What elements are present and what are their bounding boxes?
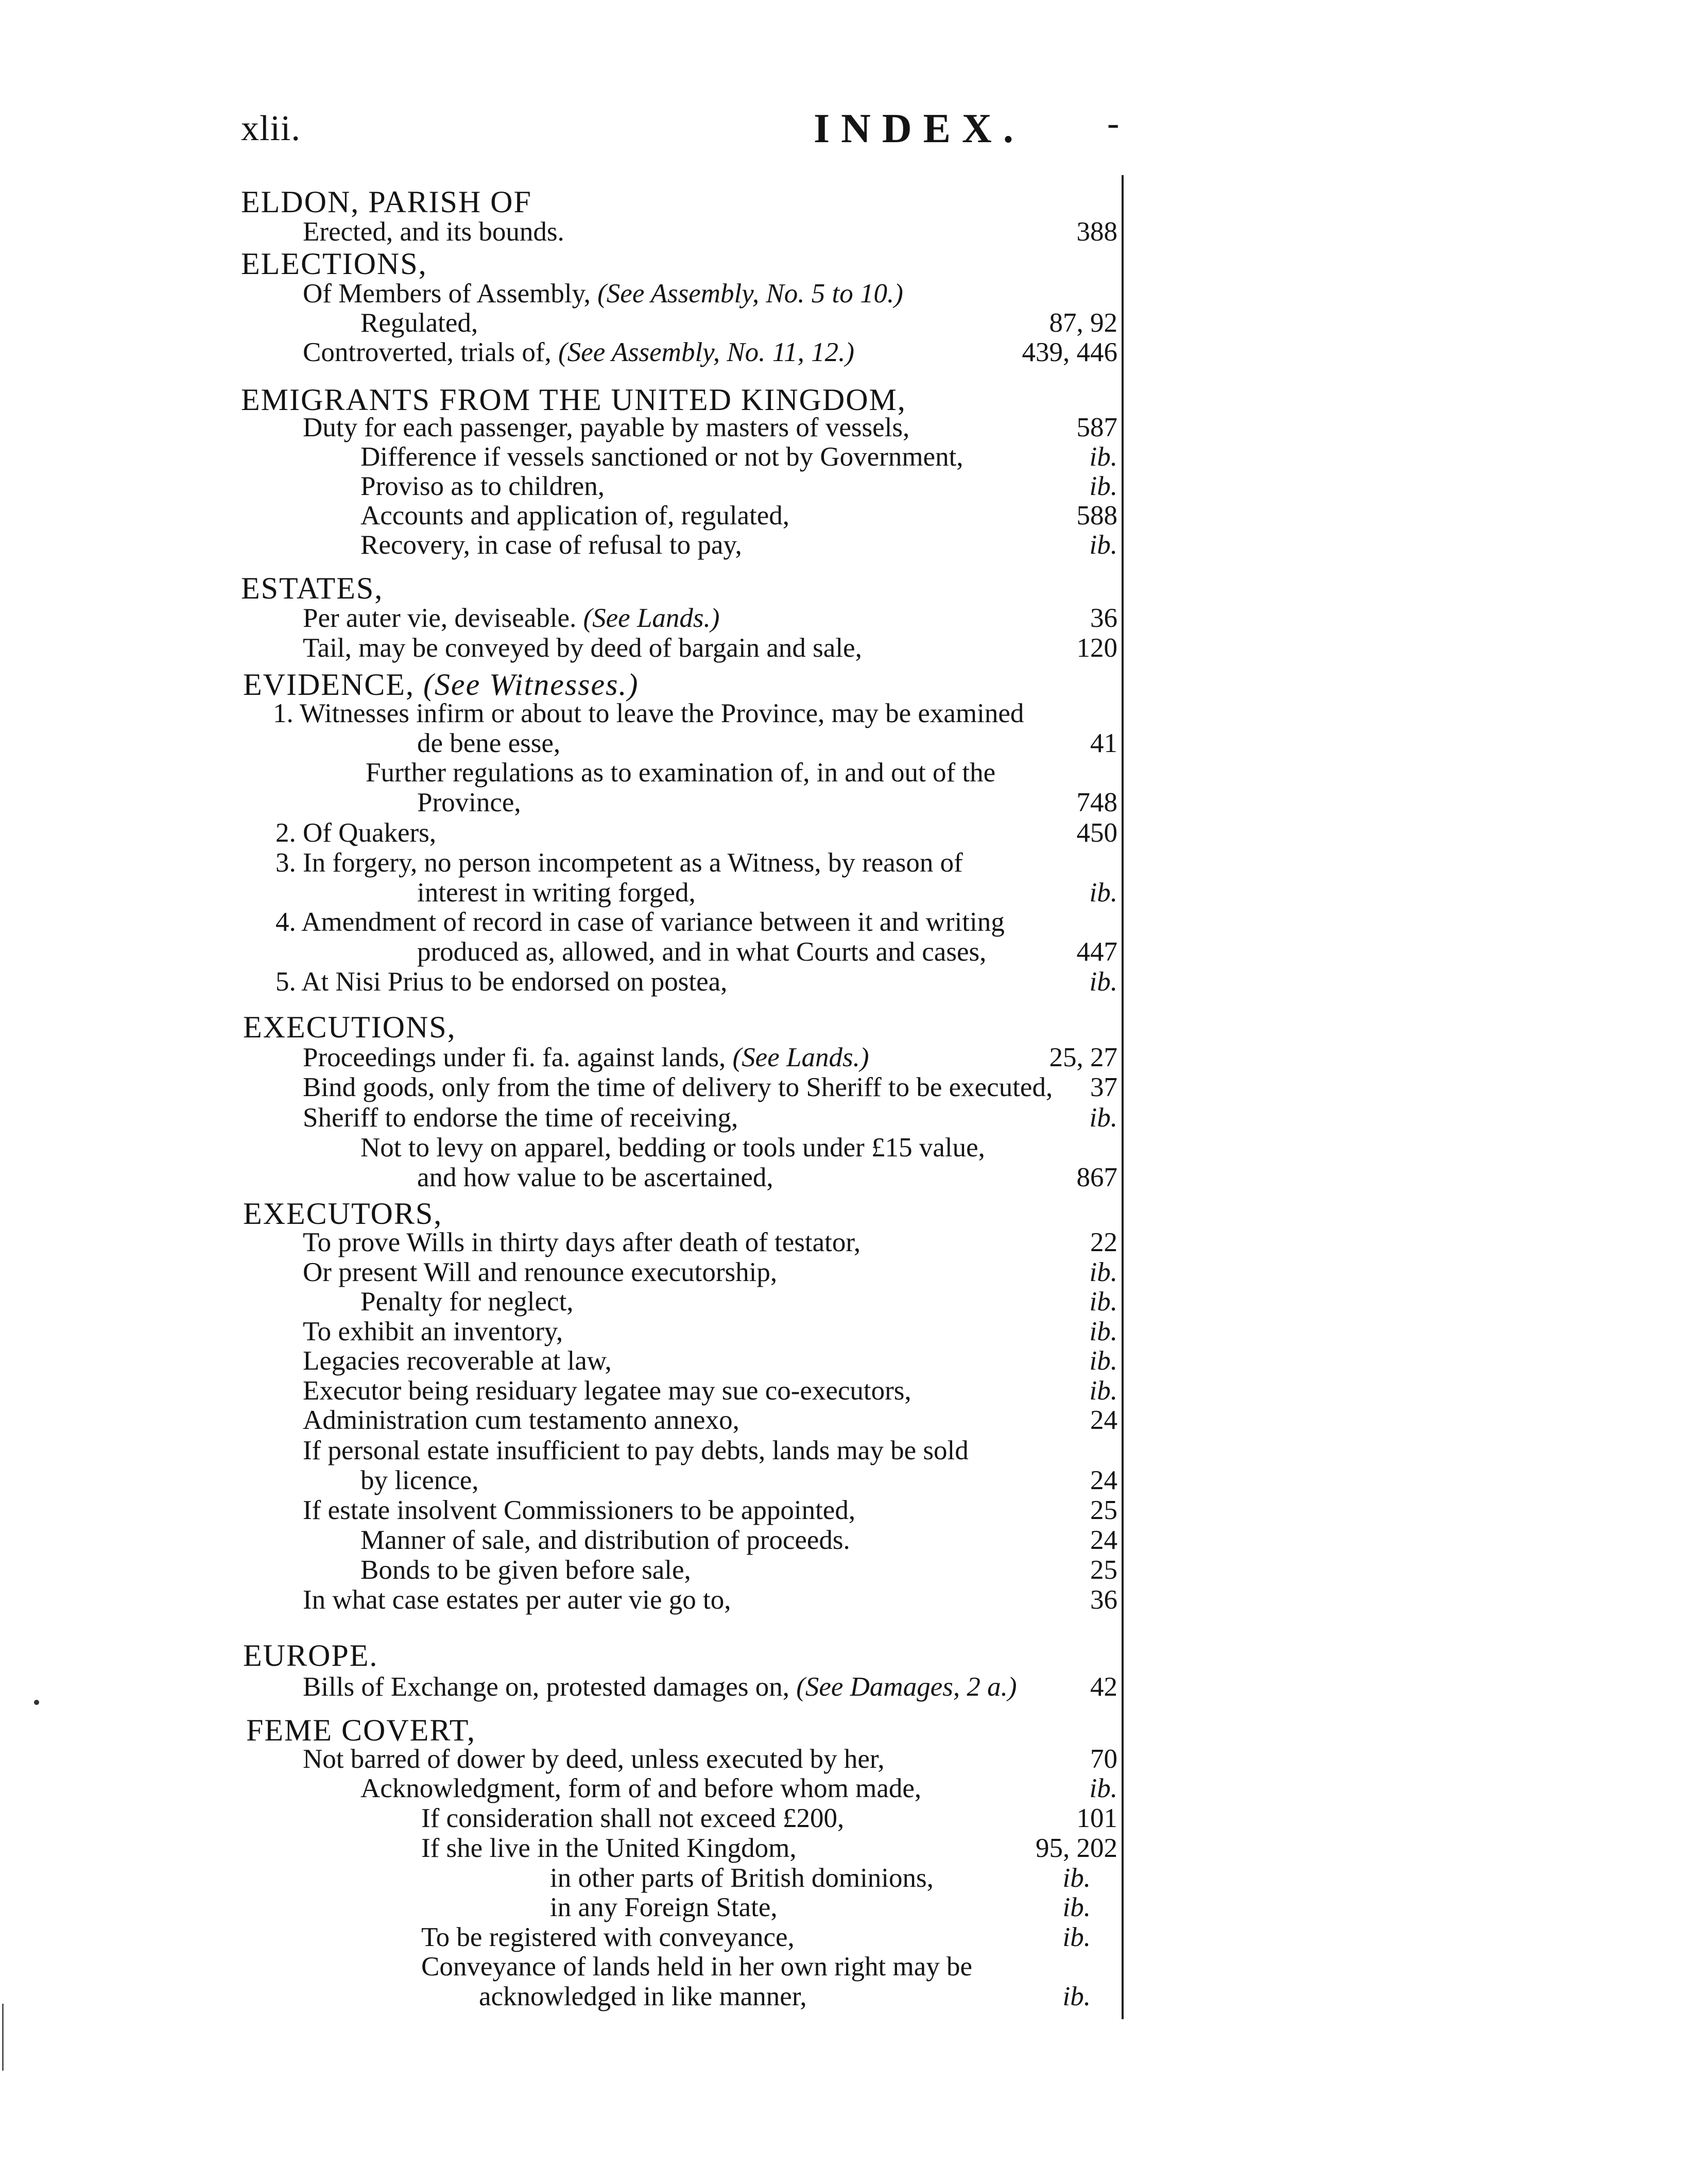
index-entry — [360, 1525, 850, 1556]
entry-text: 4. Amendment of record in case of variance between it and writing — [276, 907, 1005, 937]
page-reference: ib. — [1089, 1346, 1117, 1376]
index-entry — [421, 1803, 844, 1834]
page-reference: 24 — [1090, 1405, 1117, 1435]
page-reference: ib. — [1062, 1922, 1091, 1952]
page-reference: 25, 27 — [1049, 1043, 1117, 1072]
index-entry — [550, 1892, 778, 1923]
page-reference: 101 — [1076, 1803, 1117, 1833]
entry-text: Province, — [417, 788, 521, 817]
entry-text: Regulated, — [360, 308, 478, 338]
page-reference: 42 — [1090, 1672, 1117, 1702]
index-entry — [303, 1345, 612, 1376]
page-reference: ib. — [1089, 1773, 1117, 1803]
index-entry — [276, 847, 963, 878]
page-reference: ib. — [1062, 1892, 1091, 1922]
index-heading-evidence — [243, 667, 639, 703]
page-reference: 24 — [1090, 1525, 1117, 1555]
entry-text: To prove Wills in thirty days after death of testator, — [303, 1227, 861, 1257]
index-heading-elections — [241, 246, 427, 282]
entry-text: Sheriff to endorse the time of receiving, — [303, 1103, 738, 1133]
entry-text: Administration cum testamento annexo, — [303, 1405, 739, 1435]
index-entry — [360, 441, 963, 472]
index-heading-executors — [243, 1196, 442, 1232]
entry-text: Penalty for neglect, — [360, 1287, 574, 1317]
index-entry — [417, 936, 986, 967]
running-title: INDEX. — [814, 106, 1025, 151]
heading-text: ELDON, PARISH OF — [241, 185, 532, 219]
entry-text: in other parts of British dominions, — [550, 1863, 934, 1893]
page-reference: ib. — [1089, 471, 1117, 501]
entry-text: To exhibit an inventory, — [303, 1317, 563, 1346]
index-heading-europe — [243, 1638, 378, 1674]
index-entry — [276, 907, 1005, 937]
entry-text: 5. At Nisi Prius to be endorsed on postea, — [276, 967, 728, 997]
entry-text: If she live in the United Kingdom, — [421, 1833, 797, 1863]
entry-text: Executor being residuary legatee may sue co-executors, — [303, 1376, 911, 1406]
index-entry — [273, 698, 1024, 729]
heading-text: EUROPE. — [243, 1639, 378, 1673]
page-reference: 25 — [1090, 1495, 1117, 1525]
page-reference: 587 — [1076, 413, 1117, 442]
index-heading-estates — [241, 571, 383, 606]
page-reference: 388 — [1076, 217, 1117, 247]
index-entry — [360, 500, 789, 531]
index-entry — [417, 877, 696, 908]
page-reference: ib. — [1089, 1317, 1117, 1346]
entry-text: Bills of Exchange on, protested damages on, — [303, 1672, 789, 1702]
entry-text: Bind goods, only from the time of delivery to Sheriff to be executed, — [303, 1072, 1053, 1102]
index-entry — [303, 1257, 777, 1288]
cross-reference: (See Lands.) — [732, 1043, 869, 1072]
entry-text: Bonds to be given before sale, — [360, 1555, 691, 1585]
entry-text: Accounts and application of, regulated, — [360, 501, 789, 531]
index-heading-feme-covert — [246, 1713, 476, 1748]
index-entry — [303, 278, 903, 309]
page-reference: 120 — [1076, 633, 1117, 663]
entry-text: Manner of sale, and distribution of proceeds. — [360, 1525, 850, 1555]
heading-text: FEME COVERT, — [246, 1713, 476, 1747]
page-reference: 37 — [1090, 1072, 1117, 1102]
index-entry — [417, 787, 521, 818]
page-folio: xlii. — [241, 109, 301, 148]
index-heading-executions — [243, 1010, 456, 1045]
index-entry — [360, 1286, 574, 1317]
entry-text: Acknowledgment, form of and before whom made, — [360, 1773, 922, 1803]
page-reference: 447 — [1076, 937, 1117, 967]
page-reference: 70 — [1090, 1744, 1117, 1774]
index-entry — [360, 530, 742, 560]
index-entry — [303, 1072, 1053, 1103]
page-reference: 439, 446 — [1022, 337, 1117, 367]
page-header — [0, 0, 1687, 175]
index-entry — [303, 1744, 885, 1774]
index-entry — [303, 1316, 563, 1347]
page-reference: ib. — [1089, 530, 1117, 560]
heading-cross-reference: (See Witnesses.) — [423, 668, 639, 702]
index-entry — [360, 1773, 921, 1804]
entry-text: Proceedings under fi. fa. against lands, — [303, 1043, 726, 1072]
page-reference: 450 — [1076, 818, 1117, 848]
entry-text: Per auter vie, deviseable. — [303, 603, 577, 633]
entry-text: interest in writing forged, — [417, 878, 696, 908]
entry-text: Erected, and its bounds. — [303, 217, 564, 247]
index-entry — [360, 471, 605, 502]
entry-text: in any Foreign State, — [550, 1892, 778, 1922]
entry-text: Difference if vessels sanctioned or not by Government, — [360, 442, 963, 472]
cross-reference: (See Assembly, No. 5 to 10.) — [597, 279, 903, 309]
entry-text: Further regulations as to examination of, in and out of the — [366, 758, 996, 788]
index-entry — [303, 1671, 1017, 1702]
entry-text: by licence, — [360, 1465, 479, 1495]
entry-text: To be registered with conveyance, — [421, 1922, 795, 1952]
index-entry — [303, 1227, 860, 1258]
page-reference: ib. — [1062, 1982, 1091, 2011]
index-entry — [303, 1375, 911, 1406]
index-entry — [303, 633, 862, 663]
index-entry — [303, 603, 719, 634]
entry-text: Recovery, in case of refusal to pay, — [360, 530, 742, 560]
page-reference: 24 — [1090, 1465, 1117, 1495]
index-entry — [303, 1405, 739, 1436]
entry-text: Not barred of dower by deed, unless executed by her, — [303, 1744, 885, 1774]
page-reference: 867 — [1076, 1163, 1117, 1192]
index-entry — [479, 1981, 807, 2012]
entry-text: and how value to be ascertained, — [417, 1163, 773, 1192]
index-entry — [421, 1922, 795, 1953]
index-entry — [303, 1584, 731, 1615]
heading-text: EXECUTIONS, — [243, 1010, 456, 1044]
page-reference: ib. — [1089, 442, 1117, 472]
entry-text: acknowledged in like manner, — [479, 1982, 807, 2011]
index-entry — [303, 412, 909, 443]
index-entry — [303, 216, 564, 247]
heading-text: ELECTIONS, — [241, 247, 427, 281]
cross-reference: (See Lands.) — [583, 603, 720, 633]
page-reference: ib. — [1062, 1863, 1091, 1893]
index-entry — [276, 817, 436, 848]
page-reference: 25 — [1090, 1555, 1117, 1585]
entry-text: Tail, may be conveyed by deed of bargain and sale, — [303, 633, 862, 663]
index-entry — [421, 1951, 972, 1982]
index-entry — [303, 337, 854, 368]
index-entry — [550, 1863, 934, 1893]
entry-text: 2. Of Quakers, — [276, 818, 437, 848]
page-reference: 748 — [1076, 788, 1117, 817]
entry-text: Controverted, trials of, — [303, 337, 552, 367]
index-entry — [360, 308, 478, 338]
index-body — [0, 170, 1159, 2024]
page-reference: 87, 92 — [1049, 308, 1117, 338]
page-reference: ib. — [1089, 878, 1117, 908]
page-reference: ib. — [1089, 1376, 1117, 1406]
header-mark: - — [1107, 104, 1120, 143]
heading-text: EMIGRANTS FROM THE UNITED KINGDOM, — [241, 383, 906, 417]
index-entry — [303, 1102, 738, 1133]
index-entry — [360, 1132, 985, 1163]
page-reference: 36 — [1090, 1585, 1117, 1615]
index-heading-eldon-parish-of — [241, 184, 532, 220]
index-entry — [303, 1042, 869, 1073]
page-reference: 95, 202 — [1036, 1833, 1117, 1863]
index-entry — [360, 1465, 479, 1496]
cross-reference: (See Assembly, No. 11, 12.) — [558, 337, 855, 367]
entry-text: In what case estates per auter vie go to, — [303, 1585, 731, 1615]
heading-text: ESTATES, — [241, 571, 384, 605]
index-entry — [417, 1162, 773, 1193]
index-entry — [303, 1435, 969, 1466]
page-reference: ib. — [1089, 967, 1117, 997]
heading-text: EVIDENCE, — [243, 668, 415, 702]
page-reference: 36 — [1090, 603, 1117, 633]
entry-text: Or present Will and renounce executorship, — [303, 1257, 778, 1287]
index-entry — [366, 757, 995, 788]
page-reference: ib. — [1089, 1287, 1117, 1317]
cross-reference: (See Damages, 2 a.) — [796, 1672, 1017, 1702]
entry-text: Of Members of Assembly, — [303, 279, 591, 309]
index-entry — [276, 966, 727, 997]
entry-text: Not to levy on apparel, bedding or tools under £15 value, — [360, 1133, 985, 1163]
entry-text: Conveyance of lands held in her own right may be — [421, 1952, 973, 1982]
index-entry — [417, 728, 560, 759]
entry-text: If consideration shall not exceed £200, — [421, 1803, 845, 1833]
index-entry — [421, 1833, 797, 1864]
page-reference: 22 — [1090, 1227, 1117, 1257]
page-reference: ib. — [1089, 1103, 1117, 1133]
page-reference: 41 — [1090, 728, 1117, 758]
entry-text: Duty for each passenger, payable by masters of vessels, — [303, 413, 910, 442]
entry-text: 1. Witnesses infirm or about to leave the Province, may be examined — [273, 698, 1024, 728]
entry-text: If personal estate insufficient to pay debts, lands may be sold — [303, 1436, 969, 1465]
index-entry — [303, 1495, 855, 1526]
entry-text: Proviso as to children, — [360, 471, 605, 501]
entry-text: Legacies recoverable at law, — [303, 1346, 612, 1376]
entry-text: 3. In forgery, no person incompetent as a Witness, by reason of — [276, 848, 963, 878]
entry-text: If estate insolvent Commissioners to be appointed, — [303, 1495, 856, 1525]
page-reference: 588 — [1076, 501, 1117, 531]
heading-text: EXECUTORS, — [243, 1197, 443, 1231]
entry-text: de bene esse, — [417, 728, 561, 758]
page-reference: ib. — [1089, 1257, 1117, 1287]
entry-text: produced as, allowed, and in what Courts and cases, — [417, 937, 987, 967]
index-entry — [360, 1555, 691, 1585]
